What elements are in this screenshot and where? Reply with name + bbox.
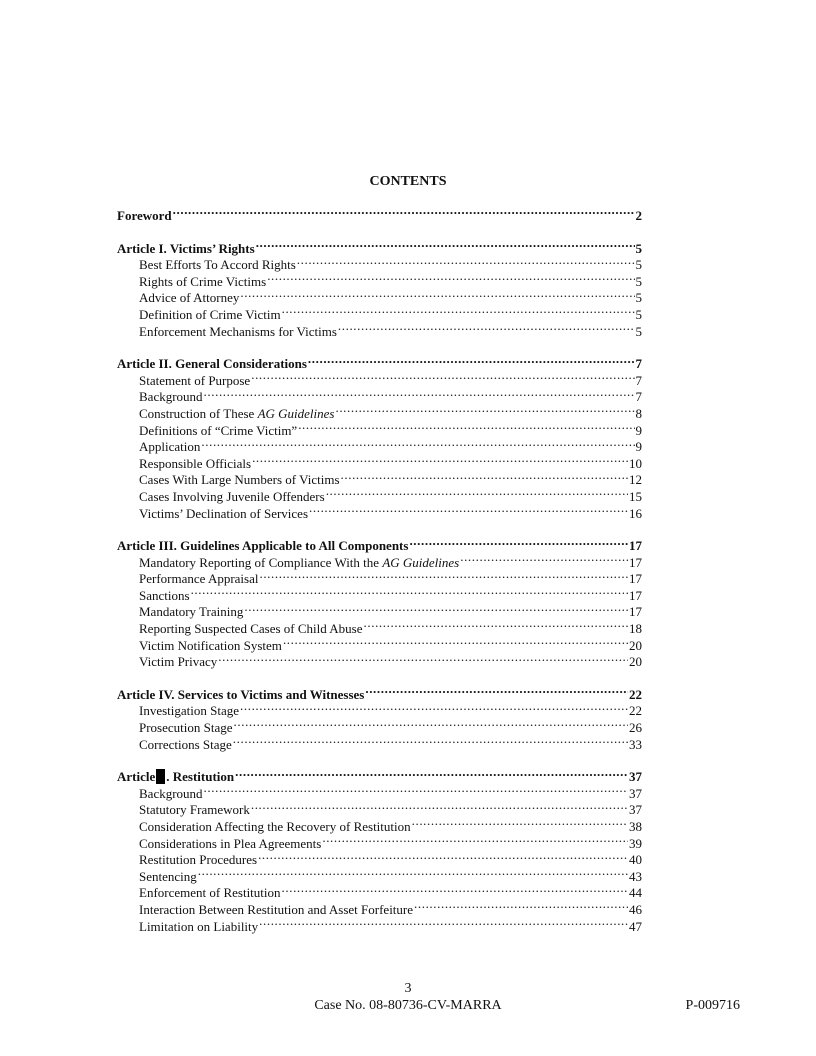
entry-text: Limitation on Liability (139, 918, 259, 934)
entry-text: Enforcement of Restitution (139, 885, 281, 901)
toc-page-number: 47 (629, 918, 642, 934)
toc-heading (117, 237, 642, 254)
dot-leader (244, 600, 628, 616)
entry-text: Interaction Between Restitution and Asset Forfeiture (139, 901, 414, 917)
entry-text: Statutory Framework (139, 802, 250, 818)
dot-leader (251, 798, 628, 814)
toc-entry (117, 600, 642, 620)
toc-page-number: 9 (635, 439, 642, 455)
dot-leader (335, 402, 634, 418)
entry-text: Definition of Crime Victim (139, 306, 281, 322)
dot-leader (414, 898, 628, 914)
entry-text: Prosecution Stage (139, 720, 233, 736)
toc-page-number: 17 (629, 604, 642, 620)
entry-text: Performance Appraisal (139, 571, 259, 587)
toc-page-number: 7 (635, 356, 642, 372)
entry-text: Mandatory Training (139, 604, 244, 620)
toc-entry-title (139, 720, 233, 737)
toc-entry-title (139, 737, 232, 754)
entry-italic-text: AG Guidelines (257, 405, 335, 421)
dot-leader (309, 502, 628, 518)
toc-entry-title (139, 456, 251, 473)
dot-leader (240, 286, 634, 302)
toc-heading-title (117, 241, 255, 258)
toc-page-number: 17 (629, 571, 642, 587)
entry-text: Advice of Attorney (139, 290, 240, 306)
dot-leader (204, 385, 635, 401)
entry-text: Sentencing (139, 868, 197, 884)
toc-heading-title (117, 538, 408, 555)
entry-text: Construction of These (139, 405, 258, 421)
dot-leader (283, 634, 628, 650)
entry-text: Enforcement Mechanisms for Victims (139, 323, 337, 339)
toc-entry-title (139, 472, 340, 489)
dot-leader (201, 435, 634, 451)
entry-text: Restitution Procedures (139, 852, 258, 868)
dot-leader (258, 848, 628, 864)
heading-text: Article II. General Considerations (117, 356, 307, 372)
dot-leader (282, 881, 628, 897)
entry-italic-text: AG Guidelines (382, 554, 460, 570)
dot-leader (235, 765, 628, 781)
page-number: 3 (404, 981, 412, 996)
entry-text: Rights of Crime Victims (139, 273, 267, 289)
toc-entry-title (139, 506, 308, 523)
toc-page-number: 43 (629, 868, 642, 884)
entry-text: Victims’ Declination of Services (139, 505, 309, 521)
toc-page-number: 17 (629, 554, 642, 570)
entry-text: Sanctions (139, 587, 190, 603)
entry-text: Cases With Large Numbers of Victims (139, 472, 340, 488)
dot-leader (364, 617, 628, 633)
entry-text: Mandatory Reporting of Compliance With the (139, 554, 383, 570)
entry-text: Statement of Purpose (139, 372, 251, 388)
toc-page-number: 37 (629, 769, 642, 785)
dot-leader (233, 733, 628, 749)
toc-page-number: 7 (635, 389, 642, 405)
toc-page-number: 33 (629, 736, 642, 752)
toc-entry-title (139, 802, 250, 819)
toc-page-number: 37 (629, 802, 642, 818)
toc-page-number: 37 (629, 785, 642, 801)
toc-page-number: 40 (629, 852, 642, 868)
toc-heading (117, 534, 642, 554)
toc-section (117, 765, 642, 934)
dot-leader (204, 782, 628, 798)
toc-page-number: 5 (635, 290, 642, 306)
dot-leader (267, 270, 634, 286)
toc-entry-title (139, 489, 325, 506)
table-of-contents (117, 204, 642, 947)
dot-leader (191, 584, 628, 600)
toc-entry (117, 584, 642, 601)
dot-leader (409, 534, 628, 550)
toc-entry-title (139, 703, 239, 720)
toc-page-number: 17 (629, 587, 642, 603)
entry-text: Responsible Officials (139, 455, 252, 471)
toc-entry-title (139, 786, 203, 803)
toc-page-number: 16 (629, 505, 642, 521)
toc-page-number: 2 (635, 208, 642, 223)
dot-leader (298, 419, 634, 435)
dot-leader (326, 485, 628, 501)
dot-leader (322, 832, 628, 848)
heading-text: Article IV. Services to Victims and Witnesses (117, 686, 365, 702)
heading-text: Article (117, 769, 156, 785)
toc-heading (117, 352, 642, 372)
toc-page-number: 8 (635, 405, 642, 421)
toc-heading-title (117, 208, 172, 225)
toc-section (117, 534, 642, 670)
toc-entry-title (139, 604, 243, 621)
entry-text: Best Efforts To Accord Rights (139, 257, 296, 273)
toc-entry-title (139, 588, 190, 605)
dot-leader (412, 815, 628, 831)
dot-leader (198, 865, 628, 881)
entry-text: Victim Privacy (139, 654, 218, 670)
heading-text: Foreword (117, 208, 172, 223)
toc-page-number: 22 (629, 703, 642, 719)
toc-page-number: 26 (629, 720, 642, 736)
toc-page-number: 5 (635, 323, 642, 339)
toc-heading (117, 204, 642, 221)
entry-text: Consideration Affecting the Recovery of Restitution (139, 819, 411, 834)
entry-text: Victim Notification System (139, 637, 282, 653)
case-number: Case No. 08-80736-CV-MARRA (314, 998, 502, 1013)
page-title: CONTENTS (369, 174, 447, 189)
toc-section (117, 352, 642, 521)
dot-leader (338, 320, 635, 336)
toc-page-number: 5 (635, 306, 642, 322)
toc-page-number: 22 (629, 686, 642, 702)
entry-text: Background (139, 785, 203, 801)
entry-text: Investigation Stage (139, 703, 240, 719)
toc-page-number: 5 (635, 257, 642, 273)
toc-page-number: 17 (629, 538, 642, 554)
toc-section (117, 237, 642, 337)
toc-page-number: 38 (629, 819, 642, 834)
dot-leader (240, 699, 628, 715)
toc-entry-title (139, 389, 203, 406)
toc-heading (117, 683, 642, 700)
toc-page-number: 5 (635, 240, 642, 256)
dot-leader (256, 237, 635, 253)
dot-leader (218, 650, 628, 666)
entry-text: Cases Involving Juvenile Offenders (139, 488, 325, 504)
toc-page-number: 18 (629, 621, 642, 637)
dot-leader (259, 915, 628, 931)
dot-leader (259, 567, 628, 583)
toc-page-number: 46 (629, 901, 642, 917)
toc-page-number: 20 (629, 637, 642, 653)
toc-section (117, 683, 642, 752)
toc-entry-title (139, 324, 337, 341)
entry-text: Reporting Suspected Cases of Child Abuse (139, 621, 363, 637)
dot-leader (365, 683, 628, 699)
toc-page-number: 12 (629, 472, 642, 488)
dot-leader (460, 551, 628, 567)
dot-leader (234, 716, 628, 732)
dot-leader (252, 452, 628, 468)
entry-text: Considerations in Plea Agreements (139, 835, 322, 851)
toc-entry-title (139, 885, 281, 902)
toc-entry-title (139, 439, 200, 456)
toc-entry-title (139, 869, 197, 886)
entry-text: Corrections Stage (139, 736, 232, 752)
toc-heading (117, 765, 642, 785)
dot-leader (341, 468, 628, 484)
toc-page-number: 10 (629, 455, 642, 471)
toc-entry-title (139, 919, 258, 936)
toc-entry-title (139, 654, 217, 671)
entry-text: Background (139, 389, 203, 405)
heading-text: Article III. Guidelines Applicable to All Components (117, 538, 409, 554)
dot-leader (297, 253, 635, 269)
toc-page-number: 44 (629, 885, 642, 901)
redaction-box (156, 769, 165, 784)
toc-entry-title (139, 307, 281, 324)
bates-number: P-009716 (685, 998, 740, 1013)
entry-text: Application (139, 439, 201, 455)
heading-text-after: . Restitution (166, 769, 235, 785)
toc-page-number: 7 (635, 372, 642, 388)
entry-text: Definitions of “Crime Victim” (139, 422, 298, 438)
dot-leader (308, 352, 635, 368)
heading-text: Article I. Victims’ Rights (117, 240, 255, 256)
toc-section (117, 204, 642, 221)
dot-leader (282, 303, 635, 319)
dot-leader (251, 369, 634, 385)
toc-page-number: 5 (635, 273, 642, 289)
dot-leader (173, 204, 635, 220)
toc-page-number: 15 (629, 488, 642, 504)
toc-page-number: 20 (629, 654, 642, 670)
toc-page-number: 9 (635, 422, 642, 438)
toc-entry-title (139, 290, 239, 307)
toc-page-number: 39 (629, 835, 642, 851)
